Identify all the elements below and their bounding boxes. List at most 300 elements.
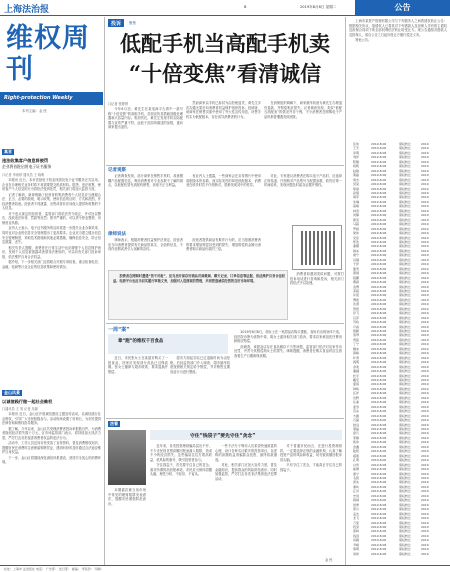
notice-yr: 2019	[421, 275, 429, 280]
notice-date: 2019.8.06	[371, 297, 387, 302]
notice-yr: 2019	[421, 231, 429, 236]
notice-name: 田野	[353, 395, 360, 400]
notice-yr: 2019	[421, 190, 429, 195]
notice-date: 2019.8.06	[371, 533, 387, 538]
notice-yr: 2019	[421, 150, 429, 155]
notice-name: 戴安	[353, 378, 360, 383]
notice-name: 刘洋	[353, 155, 360, 160]
notice-name: 夏雨	[353, 382, 360, 387]
notice-date: 2019.8.06	[371, 471, 387, 476]
notice-sel: 债权转让	[399, 226, 412, 231]
notice-date: 2019.8.06	[371, 288, 387, 293]
notice-yr: 2019	[421, 409, 429, 414]
notice-date: 2019.8.06	[371, 404, 387, 409]
notice-sel: 债权转让	[399, 284, 412, 289]
notice-date: 2019.8.06	[371, 306, 387, 311]
notice-date: 2019.8.06	[371, 422, 387, 427]
notice-sel: 债权转让	[399, 213, 412, 218]
notice-yr: 2019	[421, 462, 429, 467]
notice-date: 2019.8.06	[371, 329, 387, 334]
notice-date: 2019.8.06	[371, 280, 387, 285]
notice-yr: 2019	[421, 453, 429, 458]
sidebar-story-subhead: 企业将首批启用电子证书服务	[2, 164, 52, 169]
notice-sel: 债权转让	[399, 239, 412, 244]
notice-sel: 债权转让	[399, 320, 412, 325]
notice-sel: 债权转让	[399, 257, 412, 262]
notice-yr: 2019	[421, 431, 429, 436]
notice-yr: 2019	[421, 311, 429, 316]
notice-yr: 2019	[421, 315, 429, 320]
talk-title: 守住“钱袋子”要先守住“贪念”	[190, 434, 256, 439]
notice-sel: 债权转让	[399, 538, 412, 543]
notice-yr: 2019	[421, 239, 429, 244]
notice-sel: 债权转让	[399, 551, 412, 556]
notice-date: 2019.8.06	[371, 142, 387, 146]
notice-name: 丁宁	[353, 342, 360, 347]
notice-yr: 2019	[421, 404, 429, 409]
notice-yr: 2019	[421, 458, 429, 463]
notice-date: 2019.8.06	[371, 475, 387, 480]
notice-date: 2019.8.06	[371, 516, 387, 521]
notice-name: 黎明	[353, 547, 360, 552]
notice-sel: 债权转让	[399, 533, 412, 538]
notice-name: 孙强	[353, 190, 360, 195]
notice-name: 金鑫	[353, 444, 360, 449]
notice-sel: 债权转让	[399, 235, 412, 240]
notice-sel: 债权转让	[399, 453, 412, 458]
notice-yr: 2019	[421, 146, 429, 151]
notice-name: 邵兵	[353, 507, 360, 512]
notice-yr: 2019	[421, 293, 429, 298]
notice-name: 顾城	[353, 498, 360, 503]
section-kicker-sub: 聚焦	[129, 21, 137, 25]
notice-date: 2019.8.06	[371, 320, 387, 325]
notice-date: 2019.8.06	[371, 484, 387, 489]
notice-name: 孟洁	[353, 511, 360, 516]
notice-date: 2019.8.06	[371, 391, 387, 396]
notice-name: 康宁	[353, 471, 360, 476]
notice-sel: 债权转让	[399, 458, 412, 463]
notice-date: 2019.8.06	[371, 248, 387, 253]
notice-date: 2019.8.06	[371, 213, 387, 218]
notice-sel: 债权转让	[399, 244, 412, 249]
notice-date: 2019.8.06	[371, 458, 387, 463]
notice-date: 2019.8.06	[371, 164, 387, 169]
notice-sel: 债权转让	[399, 297, 412, 302]
notice-yr: 2019	[421, 475, 429, 480]
notice-yr: 2019	[421, 386, 429, 391]
notice-name: 冯刚	[353, 257, 360, 262]
notice-yr: 2019	[421, 271, 429, 276]
notice-sel: 债权转让	[399, 306, 412, 311]
notice-name: 林涛	[353, 208, 360, 213]
notice-yr: 2019	[421, 547, 429, 552]
notice-sel: 债权转让	[399, 444, 412, 449]
notice-date: 2019.8.06	[371, 440, 387, 445]
notice-date: 2019.8.06	[371, 208, 387, 213]
masthead	[0, 0, 450, 16]
notice-yr: 2019	[421, 342, 429, 347]
notice-sel: 债权转让	[399, 311, 412, 316]
chief-editor: 本刊主编：金 民	[22, 109, 47, 113]
notice-name: 史进	[353, 493, 360, 498]
notice-sel: 债权转让	[399, 208, 412, 213]
weekly-brand	[0, 17, 103, 117]
notice-date: 2019.8.06	[371, 498, 387, 503]
side-note: 消费者如遇到类似问题，可拨打投诉电话进行咨询和投诉，相关部门将依法予以处理。	[290, 272, 344, 286]
notice-yr: 2019	[421, 288, 429, 293]
notice-sel: 债权转让	[399, 302, 412, 307]
notice-name: 魏来	[353, 346, 360, 351]
sidebar-story-headline: 以诚信践行做一起社会维权	[2, 399, 53, 404]
talk-tag: 法看	[110, 421, 118, 426]
notice-yr: 2019	[421, 435, 429, 440]
notice-sel: 债权转让	[399, 471, 412, 476]
notice-name: 赵敏	[353, 168, 360, 173]
notice-date: 2019.8.06	[371, 302, 387, 307]
notice-name: 阎明	[353, 360, 360, 365]
notice-name: 蔡琴	[353, 333, 360, 338]
notice-sel: 债权转让	[399, 190, 412, 195]
notice-sel: 债权转让	[399, 404, 412, 409]
notice-sel: 债权转让	[399, 409, 412, 414]
qr-code-box	[292, 225, 342, 270]
notice-sel: 债权转让	[399, 467, 412, 472]
notice-sel: 债权转让	[399, 222, 412, 227]
notice-name: 秦岭	[353, 484, 360, 489]
notice-date: 2019.8.06	[371, 311, 387, 316]
notice-sel: 债权转让	[399, 182, 412, 187]
notice-yr: 2019	[421, 516, 429, 521]
case-headline: 章“跑”的维权千百食品	[118, 339, 164, 344]
notice-date: 2019.8.06	[371, 182, 387, 187]
talk-col2: 一些不法分子利用人们希望快速致富的心理，设计各种名目繁多的投资项目，以虚构的高额收益诱骗群众投资，最终卷款潜逃。 对此，相关部门应加大宣传力度，普及金融知识，提高群众的风险防范意识；同时加强监管，严厉打击各类非法集资违法犯罪活动。	[215, 444, 277, 481]
notice-yr: 2019	[421, 266, 429, 271]
notice-date: 2019.8.06	[371, 395, 387, 400]
notice-yr: 2019	[421, 480, 429, 485]
notice-yr: 2019	[421, 489, 429, 494]
notice-sel: 债权转让	[399, 195, 412, 200]
notice-name: 杨帆	[353, 164, 360, 169]
notice-name: 崔健	[353, 467, 360, 472]
notice-list	[353, 142, 445, 556]
brand-title: 维权周刊	[6, 23, 90, 85]
notice-yr: 2019	[421, 346, 429, 351]
notice-name: 袁博	[353, 284, 360, 289]
notice-sel: 债权转让	[399, 199, 412, 204]
notice-date: 2019.8.06	[371, 222, 387, 227]
notice-date: 2019.8.06	[371, 159, 387, 164]
notice-sel: 债权转让	[399, 342, 412, 347]
notice-yr: 2019	[421, 213, 429, 218]
notice-yr: 2019	[421, 235, 429, 240]
notice-sel: 债权转让	[399, 484, 412, 489]
notice-name: 宋佳	[353, 235, 360, 240]
notice-sel: 债权转让	[399, 462, 412, 467]
notice-yr: 2019	[421, 195, 429, 200]
notice-date: 2019.8.06	[371, 168, 387, 173]
notice-name: 谢娜	[353, 244, 360, 249]
notice-name: 杜宇	[353, 373, 360, 378]
notice-yr: 2019	[421, 502, 429, 507]
notice-date: 2019.8.06	[371, 244, 387, 249]
notice-sel: 债权转让	[399, 435, 412, 440]
notice-sel: 债权转让	[399, 529, 412, 534]
notice-date: 2019.8.06	[371, 324, 387, 329]
notice-yr: 2019	[421, 337, 429, 342]
notice-sel: 债权转让	[399, 168, 412, 173]
notice-sel: 债权转让	[399, 177, 412, 182]
case-col3: 2019年6月8日，胡女士在一家甜品店购买蛋糕，食用后出现身体不适。经医院诊断为食物中毒，胡女士遂向相关部门投诉，要求店家承担医疗费用和相应赔偿。 经调查，该甜品店存在食品储存不当等问题，监管部门依法对店家作出处罚，并责令其赔偿胡女士的损失。律师提醒，消费者在购买食品时应注意查看生产日期和保质期。	[234, 330, 342, 358]
notice-yr: 2019	[421, 511, 429, 516]
weekly-case-title: 一周“案”	[108, 327, 130, 333]
notice-sel: 债权转让	[399, 369, 412, 374]
notice-name: 何静	[353, 213, 360, 218]
notice-yr: 2019	[421, 199, 429, 204]
section-kicker: 投诉	[108, 19, 124, 27]
notice-date: 2019.8.06	[371, 226, 387, 231]
notice-yr: 2019	[421, 449, 429, 454]
notice-name: 傅雷	[353, 297, 360, 302]
notice-name: 孔明	[353, 458, 360, 463]
notice-name: 蒋勤	[353, 329, 360, 334]
notice-name: 薛峰	[353, 351, 360, 356]
notice-sel: 债权转让	[399, 231, 412, 236]
talk-intro: 本期嘉宾就当前市场中常见的理财陷阱发表看法，提醒市民增强防范意识。	[108, 488, 146, 506]
section-tag: 真言	[4, 149, 12, 154]
notice-date: 2019.8.06	[371, 435, 387, 440]
notice-yr: 2019	[421, 333, 429, 338]
notice-date: 2019.8.06	[371, 427, 387, 431]
notice-section-title: 公告	[355, 0, 450, 15]
notice-name: 沈清	[353, 302, 360, 307]
notice-name: 吴昊	[353, 182, 360, 187]
notice-name: 苏杭	[353, 320, 360, 325]
notice-name: 姜涛	[353, 404, 360, 409]
notice-date: 2019.8.06	[371, 342, 387, 347]
notice-row	[353, 552, 445, 556]
notice-name: 陈静	[353, 159, 360, 164]
notice-sel: 债权转让	[399, 266, 412, 271]
notice-name: 徐丽	[353, 186, 360, 191]
notice-date: 2019.8.06	[371, 364, 387, 369]
notice-name: 李明	[353, 150, 360, 155]
notice-name: 卢森	[353, 324, 360, 329]
notice-name: 高峰	[353, 204, 360, 209]
notice-name: 钟鸣	[353, 386, 360, 391]
notice-yr: 2019	[421, 529, 429, 534]
notice-sel: 债权转让	[399, 288, 412, 293]
notice-date: 2019.8.06	[371, 217, 387, 222]
notice-date: 2019.8.06	[371, 542, 387, 547]
notice-sel: 债权转让	[399, 173, 412, 178]
case-col2: 超市方面起初以已过退换时间为由拒绝，后经监管部门介入调查，超市最终同意按照相关规定给予赔偿，并对销售过期食品行为进行整改。	[170, 356, 230, 374]
notice-sel: 债权转让	[399, 382, 412, 387]
notice-date: 2019.8.06	[371, 538, 387, 543]
notice-yr: 2019	[421, 400, 429, 405]
notice-sel: 债权转让	[399, 524, 412, 529]
notice-name: 罗娟	[353, 226, 360, 231]
notice-name: 彭飞	[353, 311, 360, 316]
notice-name: 程鹏	[353, 275, 360, 280]
notice-date: 2019.8.06	[371, 431, 387, 436]
notice-date: 2019.8.06	[371, 293, 387, 298]
qr-code-icon	[301, 231, 335, 265]
notice-name: 郝蕾	[353, 453, 360, 458]
notice-yr: 2019	[421, 422, 429, 427]
notice-name: 毛毅	[353, 475, 360, 480]
notice-date: 2019.8.06	[371, 333, 387, 338]
notice-sel: 债权转让	[399, 280, 412, 285]
notice-name: 易烊	[353, 551, 360, 556]
notice-yr: 2019	[421, 159, 429, 164]
notice-date: 2019.8.06	[371, 315, 387, 320]
notice-name: 朱琳	[353, 199, 360, 204]
notice-name: 邓超	[353, 288, 360, 293]
notice-column	[345, 17, 450, 565]
notice-sel: 债权转让	[399, 480, 412, 485]
notice-date: 2019.8.06	[371, 195, 387, 200]
notice-name: 廖凡	[353, 431, 360, 436]
talk-author: 金 民	[325, 558, 333, 562]
page-footer: 社址：上海市 法治报社 电话： 广告部： 发行部： 邮编： 零售价： 印刷：	[0, 565, 450, 572]
notice-date: 2019.8.06	[371, 480, 387, 485]
notice-sel: 债权转让	[399, 498, 412, 503]
notice-sel: 债权转让	[399, 422, 412, 427]
notice-date: 2019.8.06	[371, 266, 387, 271]
notice-sel: 债权转让	[399, 337, 412, 342]
notice-name: 吕萍	[353, 315, 360, 320]
notice-yr: 2019	[421, 418, 429, 423]
notice-yr: 2019	[421, 493, 429, 498]
notice-yr: 2019	[421, 302, 429, 307]
sidebar-byline: 口通讯员 王 易 记者 吴颖	[2, 407, 38, 411]
notice-name: 江河	[353, 489, 360, 494]
notice-yr: 2019	[421, 182, 429, 187]
notice-name: 王芳	[353, 146, 360, 151]
notice-sel: 债权转让	[399, 253, 412, 258]
notice-date: 2019.8.06	[371, 284, 387, 289]
notice-date: 2019.8.06	[371, 355, 387, 360]
notice-sel: 债权转让	[399, 186, 412, 191]
subsection-observation: 记者观察	[108, 168, 126, 173]
notice-name: 熊伟	[353, 440, 360, 445]
observation-col1: 记者调查发现，部分商家在销售手机时，故意模糊产品配置信息，利用消费者对专业参数不了解的弱点，以低配机冒充高配机销售，获取不正当利益。	[108, 174, 183, 188]
notice-sel: 债权转让	[399, 373, 412, 378]
notice-name: 胡军	[353, 195, 360, 200]
notice-date: 2019.8.06	[371, 378, 387, 383]
notice-sel: 债权转让	[399, 275, 412, 280]
notice-yr: 2019	[421, 373, 429, 378]
notice-date: 2019.8.06	[371, 400, 387, 405]
notice-sel: 债权转让	[399, 142, 412, 146]
notice-date: 2019.8.06	[371, 449, 387, 454]
notice-yr: 2019	[421, 355, 429, 360]
notice-name: 唐宁	[353, 253, 360, 258]
notice-sel: 债权转让	[399, 333, 412, 338]
notice-sel: 债权转让	[399, 493, 412, 498]
notice-yr: 2019	[421, 222, 429, 227]
notice-yr: 2019	[421, 177, 429, 182]
notice-yr: 2019	[421, 248, 429, 253]
notice-yr: 2019	[421, 520, 429, 525]
notice-yr: 2019	[421, 440, 429, 445]
notice-sel: 债权转让	[399, 511, 412, 516]
main-byline: 口记者 张婷婷	[108, 102, 129, 106]
talk-col1: 近年来，各类投资理财骗局层出不穷，不少市民因贪图高额回报而落入陷阱，造成不小的经济损失。这些骗局往往打着高收益、低风险的旗号，吸引投资者参与。 守住钱袋子，首先要守住自己的贪念。面对所谓的高回报承诺，市民应当保持清醒头脑，理性分析，不轻信、不盲从。	[150, 444, 212, 477]
notice-name: 萧晨	[353, 271, 360, 276]
subsection-lawyer: 律师说法	[108, 232, 126, 237]
notice-yr: 2019	[421, 168, 429, 173]
notice-sel: 债权转让	[399, 324, 412, 329]
notice-date: 2019.8.06	[371, 231, 387, 236]
notice-date: 2019.8.06	[371, 547, 387, 552]
notice-yr: 2019	[421, 542, 429, 547]
page-label: B	[244, 5, 247, 9]
notice-date: 2019.8.06	[371, 382, 387, 387]
notice-name: 白雪	[353, 462, 360, 467]
notice-sel: 债权转让	[399, 164, 412, 169]
notice-yr: 2019	[421, 382, 429, 387]
notice-yr: 2019	[421, 257, 429, 262]
notice-name: 韩冰	[353, 248, 360, 253]
notice-name: 贾铭	[353, 337, 360, 342]
notice-yr: 2019	[421, 253, 429, 258]
notice-sel: 债权转让	[399, 418, 412, 423]
sidebar-story-headline: 违法收集客户信息将被罚	[2, 158, 49, 163]
notice-yr: 2019	[421, 538, 429, 543]
notice-date: 2019.8.06	[371, 146, 387, 151]
notice-date: 2019.8.06	[371, 275, 387, 280]
notice-sel: 债权转让	[399, 413, 412, 418]
notice-sel: 债权转让	[399, 395, 412, 400]
notice-name: 钱进	[353, 533, 360, 538]
notice-yr: 2019	[421, 155, 429, 160]
author-photo	[108, 430, 146, 485]
notice-yr: 2019	[421, 226, 429, 231]
notice-yr: 2019	[421, 306, 429, 311]
notice-sel: 债权转让	[399, 475, 412, 480]
notice-yr: 2019	[421, 351, 429, 356]
notice-sel: 债权转让	[399, 542, 412, 547]
issue-date: 2019年8月6日 星期二	[300, 5, 337, 9]
notice-name: 曾毅	[353, 306, 360, 311]
notice-yr: 2019	[421, 551, 429, 556]
notice-date: 2019.8.06	[371, 373, 387, 378]
notice-name: 万里	[353, 520, 360, 525]
notice-sel: 债权转让	[399, 431, 412, 436]
notice-date: 2019.8.06	[371, 507, 387, 512]
notice-name: 马超	[353, 222, 360, 227]
case-header-band	[108, 334, 228, 354]
headline-line-2: “十倍变焦”看清诚信	[128, 61, 322, 86]
notice-yr: 2019	[421, 498, 429, 503]
notice-yr: 2019	[421, 369, 429, 374]
editorial-comment-box: 消费者在网购时遭遇“货不对板”，应当及时保存好商品页面截图、聊天记录、订单信息等证据，依法维护自身合法权益。电商平台也应当切实履行审核义务，加强对入驻商家的管理，共同营造诚信经营的良好市场环境。	[108, 270, 288, 320]
lawyer-col2: 经营者提供商品有欺诈行为的，应当按照消费者的要求增加赔偿其受到的损失，增加赔偿的金额为消费者购买商品价款的三倍。	[186, 238, 261, 252]
notice-name: 陆毅	[353, 449, 360, 454]
notice-yr: 2019	[421, 280, 429, 285]
notice-sel: 债权转让	[399, 378, 412, 383]
notice-date: 2019.8.06	[371, 177, 387, 182]
notice-date: 2019.8.06	[371, 409, 387, 414]
notice-sel: 债权转让	[399, 489, 412, 494]
notice-name: 潘越	[353, 369, 360, 374]
main-story-col3: 在消保组织调解下，商家最终同意为黄先生办理退货退款，并赔偿相应损失。记者调查发现，类似“低配当高配卖”的情况并非个例，不少消费者在网购电子产品时都曾遭遇类似困扰。	[264, 101, 342, 119]
lawyer-col1: 律师表示，根据消费者权益保护法规定，经营者应当向消费者提供有关商品的真实、全面的信息，不得作虚假或者引人误解的宣传。	[108, 238, 183, 252]
notice-sel: 债权转让	[399, 427, 412, 431]
notice-date: 2019.8.06	[371, 235, 387, 240]
